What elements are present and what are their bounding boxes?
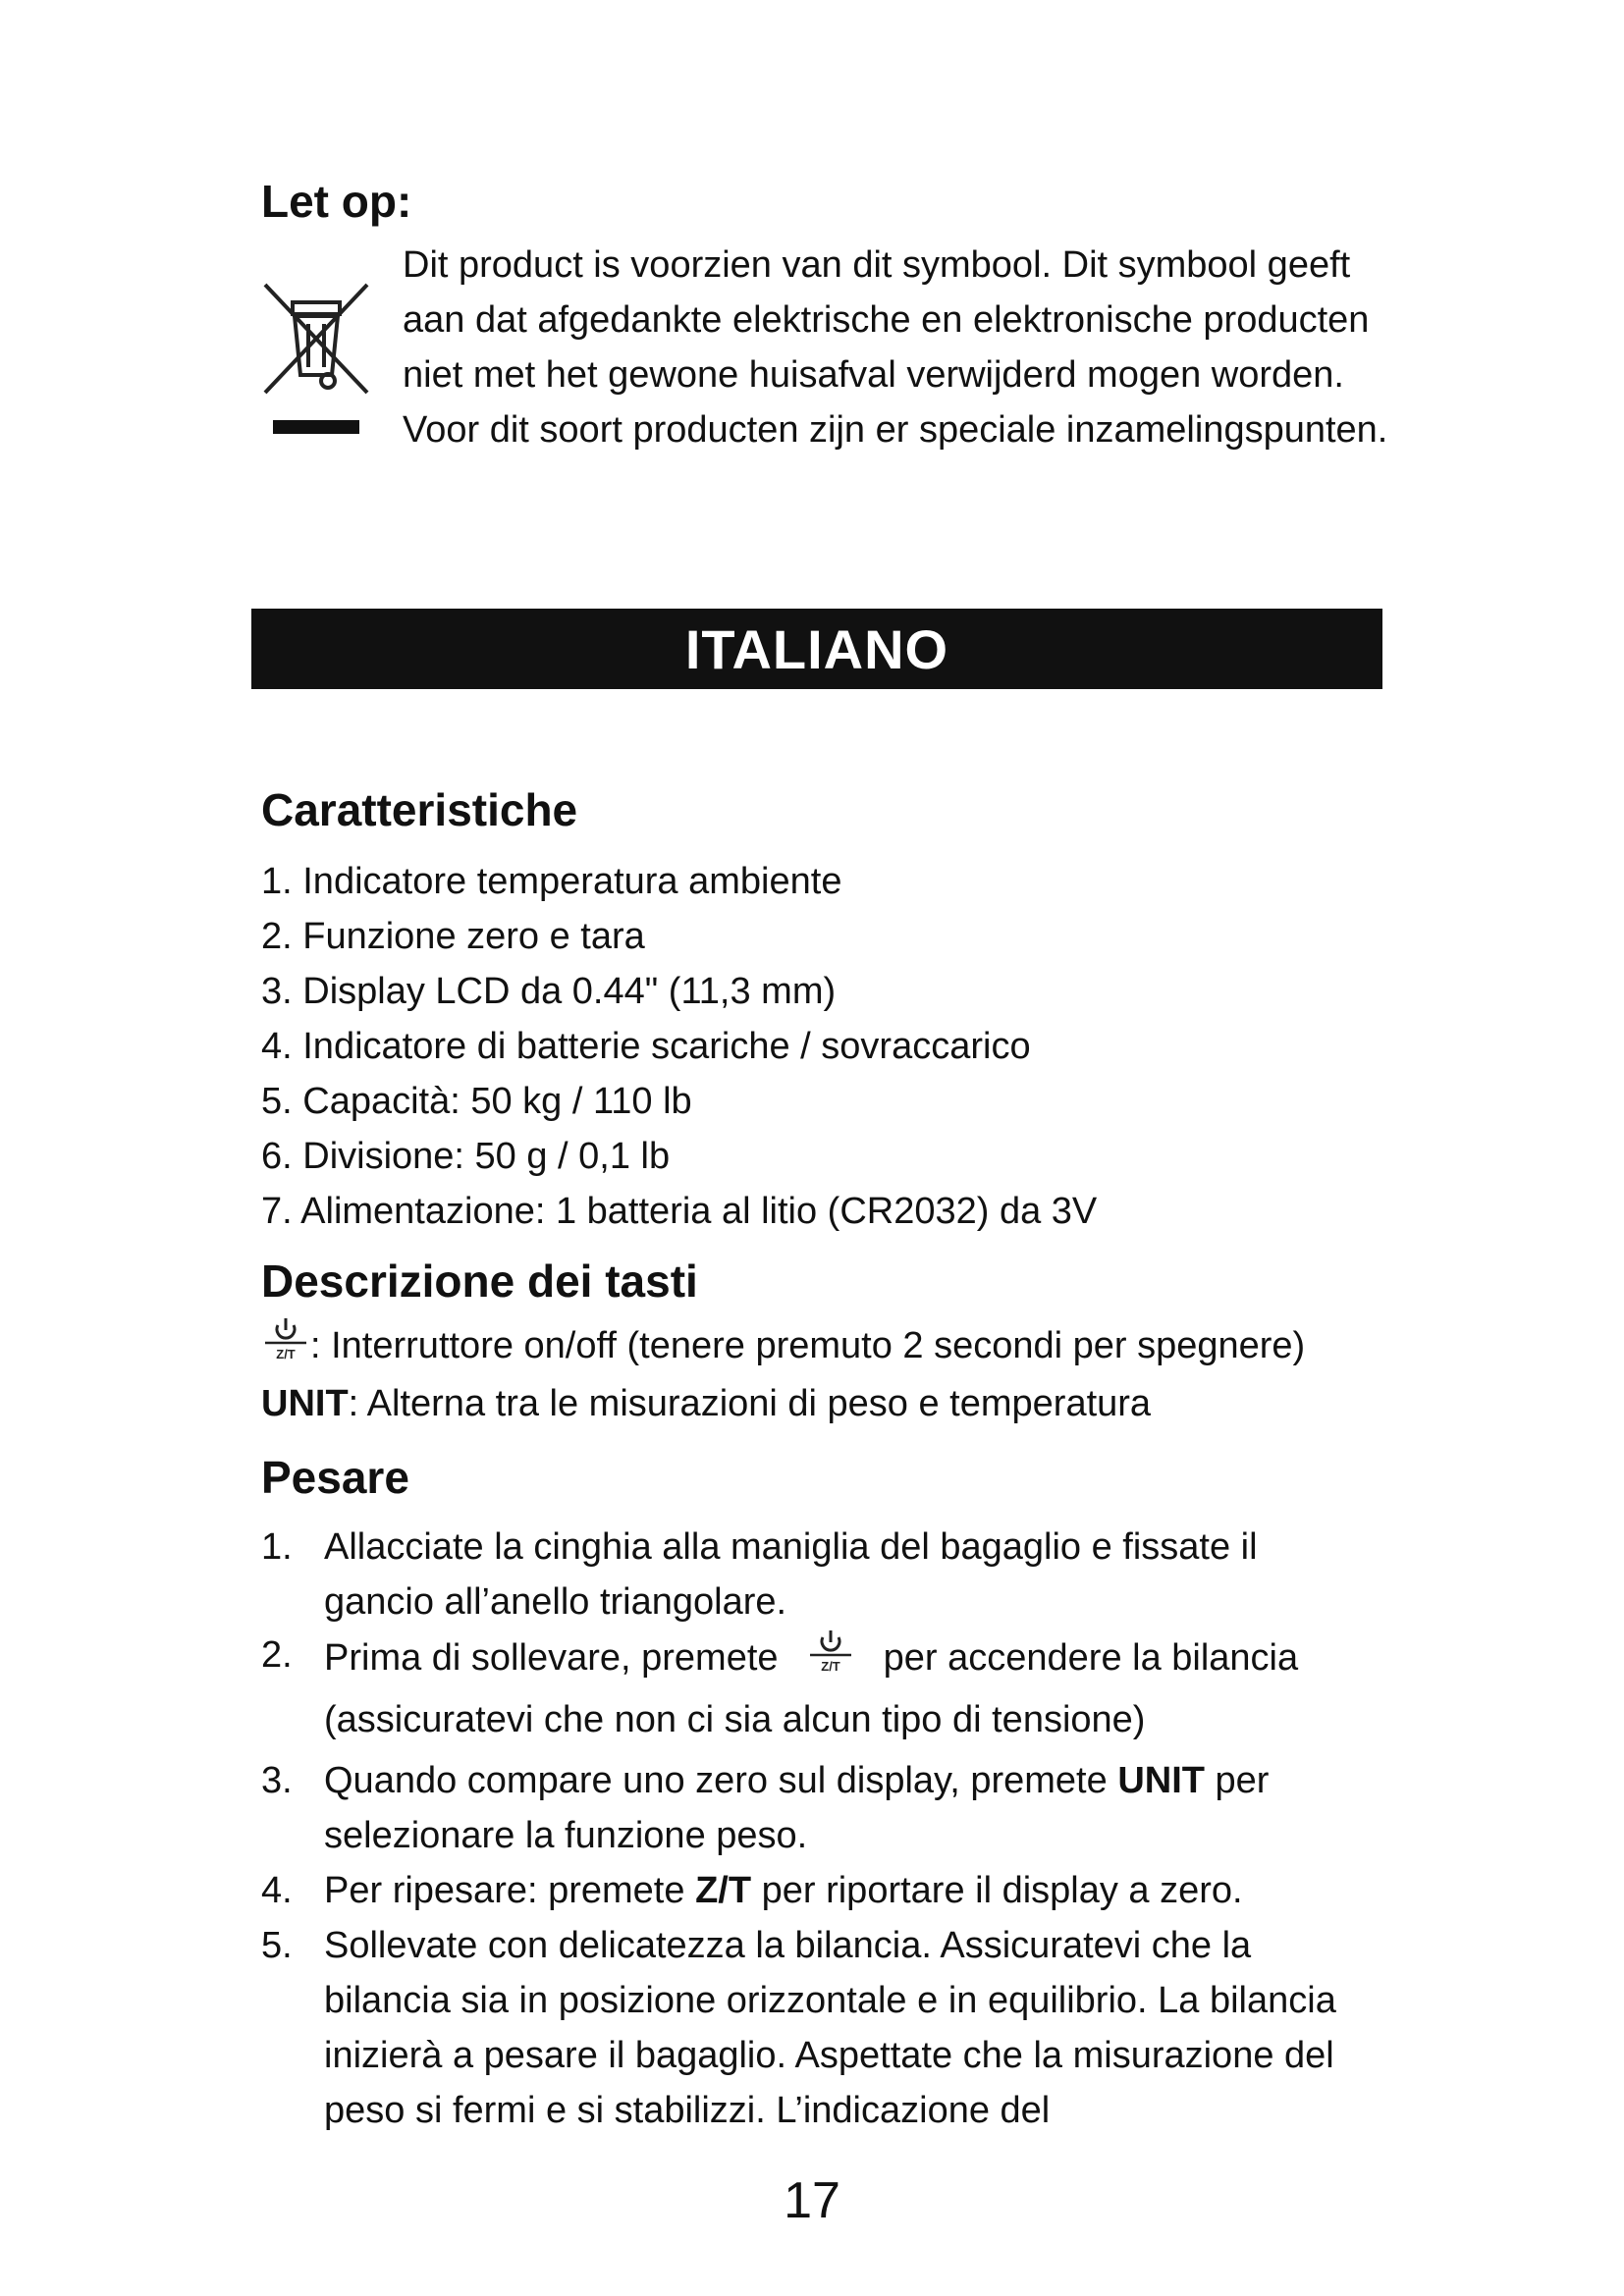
step-text-pre: Prima di sollevare, premete — [324, 1637, 779, 1680]
list-item — [261, 1753, 1371, 1863]
step-text-post: per riportare il display a zero. — [761, 1870, 1243, 1911]
step-number: 1. — [261, 1526, 293, 1568]
step-number: 2. — [261, 1634, 293, 1676]
features-list — [261, 854, 1097, 1239]
power-key-desc: : Interruttore on/off (tenere premuto 2 secondi per spegnere) — [310, 1325, 1306, 1367]
weee-crossed-bin-icon — [257, 277, 375, 436]
unit-key-line — [261, 1376, 1151, 1431]
page-number: 17 — [784, 2172, 840, 2229]
list-item: 5. Capacità: 50 kg / 110 lb — [261, 1081, 692, 1122]
step-number: 3. — [261, 1760, 293, 1801]
step-text-line2: (assicuratevi che non ci sia alcun tipo di tensione) — [324, 1699, 1146, 1740]
unit-key-desc: : Alterna tra le misurazioni di peso e temperatura — [348, 1383, 1152, 1424]
step-text-bold: Z/T — [695, 1870, 752, 1911]
power-key-line — [261, 1315, 1305, 1380]
list-item — [261, 1918, 1371, 2138]
list-item — [261, 1628, 1371, 1747]
weighing-heading: Pesare — [261, 1452, 409, 1503]
keys-heading: Descrizione dei tasti — [261, 1255, 698, 1307]
step-text: Allacciate la cinghia alla maniglia del bagaglio e fissate il gancio all’anello triangolare. — [324, 1526, 1258, 1623]
step-number: 5. — [261, 1925, 293, 1966]
weighing-steps — [261, 1520, 1371, 2138]
step-number: 4. — [261, 1870, 293, 1911]
language-banner: ITALIANO — [251, 609, 1382, 689]
list-item: 7. Alimentazione: 1 batteria al litio (CR2032) da 3V — [261, 1191, 1098, 1232]
list-item: 3. Display LCD da 0.44" (11,3 mm) — [261, 971, 837, 1012]
list-item: 6. Divisione: 50 g / 0,1 lb — [261, 1136, 671, 1177]
step-text-post: per selezionare la funzione peso. — [324, 1760, 1270, 1856]
power-icon-label: Z/T — [276, 1347, 296, 1362]
features-heading: Caratteristiche — [261, 784, 578, 835]
list-item — [261, 1520, 1371, 1629]
notice-text: Dit product is voorzien van dit symbool. Dit symbool geeft aan dat afgedankte elektrische en elektronische producten niet met het gewone huisafval verwijderd mogen worden. Voor dit soort producten zijn er speciale inzamelingspunten. — [403, 244, 1388, 451]
power-icon — [261, 1315, 310, 1380]
step-text-pre: Per ripesare: premete — [324, 1870, 685, 1911]
step-text-bold: UNIT — [1117, 1760, 1205, 1801]
list-item: 2. Funzione zero e tara — [261, 916, 645, 957]
list-item: 1. Indicatore temperatura ambiente — [261, 861, 842, 902]
list-item — [261, 1863, 1371, 1918]
power-icon — [806, 1628, 855, 1692]
step-text: Sollevate con delicatezza la bilancia. Assicuratevi che la bilancia sia in posizione orizzontale e in equilibrio. La bilancia inizierà a pesare il bagaglio. Aspettate che la misurazione del peso si fermi e si stabilizzi. L’indicazione del — [324, 1925, 1336, 2131]
power-icon-label: Z/T — [821, 1659, 840, 1674]
step-text-pre: Quando compare uno zero sul display, premete — [324, 1760, 1108, 1801]
notice-heading: Let op: — [261, 176, 412, 227]
list-item: 4. Indicatore di batterie scariche / sovraccarico — [261, 1026, 1031, 1067]
step-text-post: per accendere la bilancia — [883, 1637, 1299, 1680]
unit-key-label: UNIT — [261, 1383, 349, 1424]
